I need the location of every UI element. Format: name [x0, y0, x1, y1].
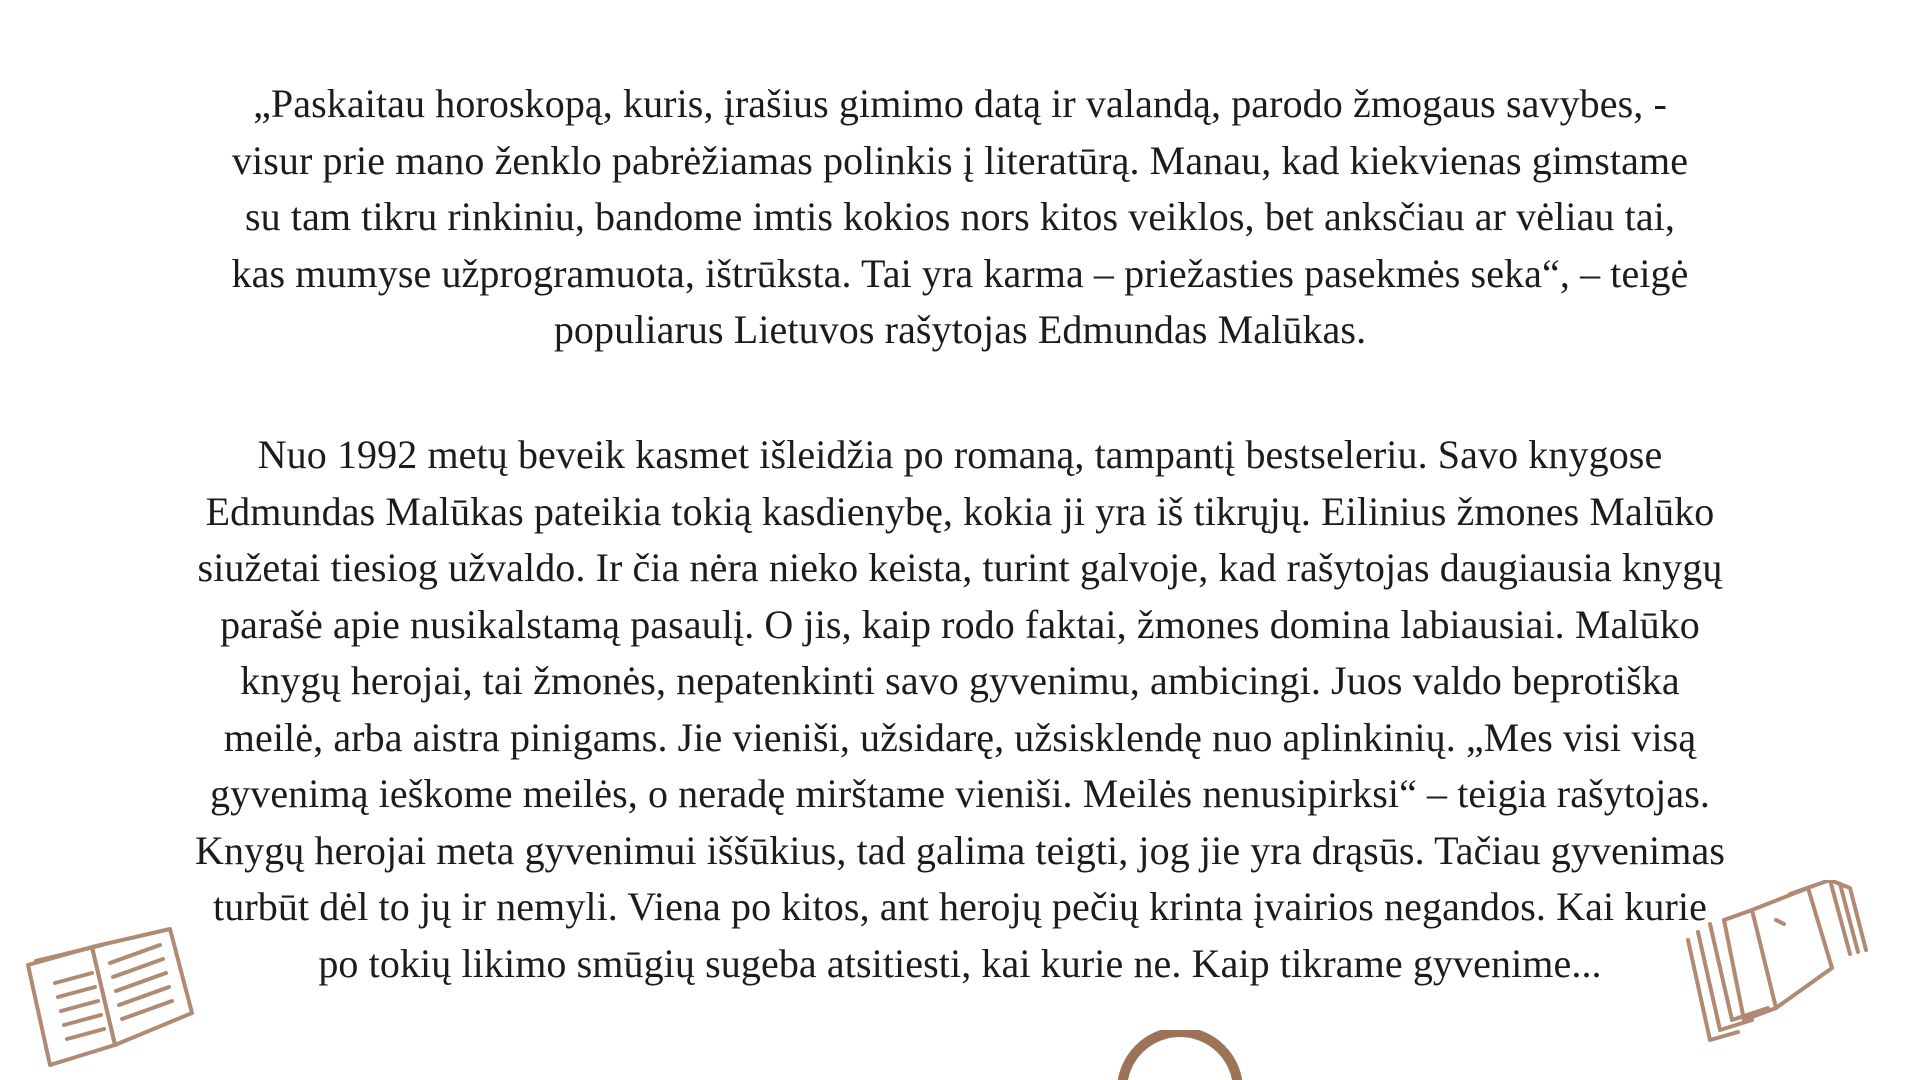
arc-icon	[1110, 1030, 1250, 1080]
paragraph-body: Nuo 1992 metų beveik kasmet išleidžia po romaną, tampantį bestseleriu. Savo knygose Edmundas Malūkas pateikia tokią kasdienybę, kokia ji yra iš tikrųjų. Eilinius žmones Malūko siužetai tiesiog užvaldo. Ir čia nėra nieko keista, turint galvoje, kad rašytojas daugiausia knygų parašė apie nusikalstamą pasaulį. O jis, kaip rodo faktai, žmones domina labiausiai. Malūko knygų herojai, tai žmonės, nepatenkinti savo gyvenimu, ambicingi. Juos valdo beprotiška meilė, arba aistra pinigams. Jie vieniši, užsidarę, užsisklendę nuo aplinkinių. „Mes visi visą gyvenimą ieškome meilės, o neradę mirštame vieniši. Meilės nenusipirksi“ – teigia rašytojas. Knygų herojai meta gyvenimui iššūkius, tad galima teigti, jog jie yra drąsūs. Tačiau gyvenimas turbūt dėl to jų ir nemyli. Viena po kitos, ant herojų pečių krinta įvairios negandos. Kai kurie po tokių likimo smūgių sugeba atsitiesti, kai kurie ne. Kaip tikrame gyvenime...	[195, 432, 1725, 986]
open-book-icon	[20, 925, 200, 1075]
books-stack-icon	[1680, 880, 1870, 1045]
paragraph-quote: „Paskaitau horoskopą, kuris, įrašius gimimo datą ir valandą, parodo žmogaus savybes, - visur prie mano ženklo pabrėžiamas polinkis į literatūrą. Manau, kad kiekvienas gimstame su tam tikru rinkiniu, bandome imtis kokios nors kitos veiklos, bet anksčiau ar vėliau tai, kas mumyse užprogramuota, ištrūksta. Tai yra karma – priežasties pasekmės seka“, – teigė populiarus Lietuvos rašytojas Edmundas Malūkas.	[231, 81, 1689, 352]
